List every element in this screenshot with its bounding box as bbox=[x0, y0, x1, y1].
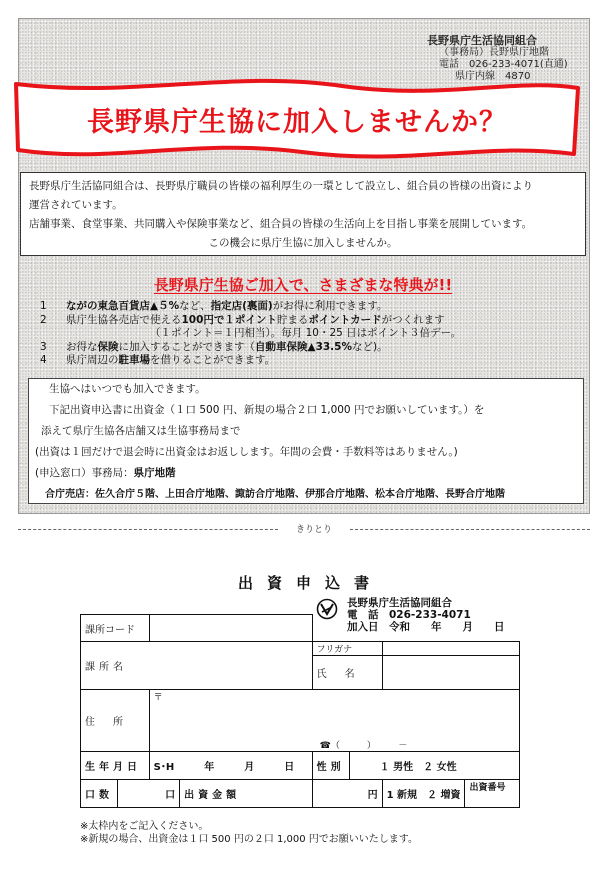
form-org-name: 長野県庁生活協同組合 bbox=[347, 597, 452, 609]
join-line-4: (出資は１回だけで退会時に出資金はお返しします。年間の会費・手数料等はありません。) bbox=[35, 446, 458, 458]
benefit-text: 指定店(裏面) bbox=[210, 300, 273, 312]
headline-banner bbox=[12, 76, 582, 162]
benefit-text: ながの東急百貨店▲５% bbox=[66, 300, 180, 312]
name-label: 氏 名 bbox=[312, 656, 382, 690]
benefit-text: を借りることができます。 bbox=[150, 354, 276, 367]
benefits-title: 長野県庁生協ご加入で、さまざまな特典が!! bbox=[153, 276, 453, 294]
org-phone: 電話 026-233-4071(直通) bbox=[439, 59, 568, 70]
benefit-text: 保険 bbox=[97, 340, 119, 353]
spacer bbox=[312, 615, 519, 642]
benefit-text: など、 bbox=[179, 300, 211, 312]
application-form bbox=[80, 614, 520, 808]
dept-name-label: 課所名 bbox=[85, 662, 127, 673]
sex-options[interactable]: １ 男性 ２ 女性 bbox=[349, 752, 519, 780]
intro-box bbox=[20, 172, 586, 256]
dept-name-row bbox=[81, 642, 313, 690]
postal-mark: 〒 bbox=[149, 690, 519, 704]
benefit-text: に加入することができます（ bbox=[118, 340, 255, 353]
benefit-item bbox=[40, 314, 580, 328]
benefit-text: がつくれます bbox=[381, 313, 445, 326]
amount-input[interactable]: 円 bbox=[312, 780, 382, 808]
birth-label: 生年月日 bbox=[81, 752, 150, 780]
cut-label: きりとり bbox=[284, 522, 344, 535]
join-line-3: 添えて県庁生協各店舗又は生協事務局まで bbox=[41, 425, 241, 437]
org-office: （事務局）長野県庁地階 bbox=[439, 47, 549, 58]
join-line-5 bbox=[35, 463, 577, 484]
sex-label: 性別 bbox=[312, 752, 349, 780]
join-line-2: 下記出資申込書に出資金（１口 500 円、新規の場合２口 1,000 円でお願いしています。）を bbox=[49, 404, 485, 416]
form-title: 出資申込書 bbox=[237, 574, 383, 592]
benefit-text: 100円で１ポイント bbox=[181, 313, 277, 326]
intro-line-3: 店舗事業、食堂事業、共同購入や保険事業など、組合員の皆様の生活向上を目指し事業を展開しています。 bbox=[29, 218, 533, 230]
store-list: 合庁売店：佐久合庁５階、上田合庁地階、諏訪合庁地階、伊那合庁地階、松本合庁地階、長野合庁地階 bbox=[45, 489, 505, 500]
benefit-text: 自動車保険▲33.5% bbox=[255, 340, 353, 353]
furigana-label: フリガナ bbox=[312, 642, 382, 656]
benefit-text: がお得に利用できます。 bbox=[272, 300, 388, 312]
benefit-number: 4 bbox=[40, 354, 47, 367]
cut-line bbox=[18, 522, 590, 536]
headline-title: 長野県庁生協に加入しませんか？ bbox=[87, 107, 507, 138]
intro-line-2: 運営されています。 bbox=[29, 199, 123, 211]
intro-line-1: 長野県庁生活協同組合は、長野県庁職員の皆様の福利厚生の一環として設立し、組合員の皆様の出資により bbox=[29, 180, 533, 192]
join-date: 加入日 令和 年 月 日 bbox=[347, 621, 505, 633]
phone-input-area[interactable]: ☎（ ） － bbox=[149, 704, 519, 752]
org-extension: 県庁内線 4870 bbox=[455, 71, 531, 82]
amount-label: 出資金額 bbox=[180, 780, 313, 808]
cut-dash-right bbox=[350, 529, 590, 530]
benefit-number: 2 bbox=[40, 313, 47, 326]
furigana-input[interactable] bbox=[382, 642, 519, 656]
benefit-item bbox=[40, 354, 580, 368]
units-label: 口数 bbox=[81, 780, 118, 808]
address-label: 住 所 bbox=[81, 690, 150, 752]
benefit-text: ポイントカード bbox=[308, 313, 382, 326]
benefit-text: 貯まる bbox=[276, 313, 309, 326]
desk-location: 県庁地階 bbox=[133, 467, 176, 479]
name-input[interactable] bbox=[382, 656, 519, 690]
note-line-1: ※太枠内をご記入ください。 bbox=[80, 821, 209, 832]
benefit-text: 駐車場 bbox=[118, 354, 150, 367]
type-options[interactable]: 1 新規 ２ 増資 bbox=[382, 780, 465, 808]
benefit-item bbox=[40, 341, 580, 355]
birth-input[interactable]: S･H 年 月 日 bbox=[149, 752, 312, 780]
benefit-item bbox=[40, 300, 580, 314]
org-name: 長野県庁生活協同組合 bbox=[427, 34, 537, 47]
dept-code-label: 課所コード bbox=[81, 615, 150, 642]
units-input[interactable]: 口 bbox=[118, 780, 180, 808]
dept-code-input[interactable] bbox=[149, 615, 312, 642]
benefit-text: 県庁生協各売店で使える bbox=[66, 313, 182, 326]
form-notes bbox=[80, 820, 418, 846]
benefits-list bbox=[40, 300, 580, 368]
benefit-text: お得な bbox=[66, 340, 98, 353]
form-org-phone: 電 話 026-233-4071 bbox=[347, 609, 471, 621]
note-line-2: ※新規の場合、出資金は１口 500 円の２口 1,000 円でお願いいたします。 bbox=[80, 834, 419, 845]
benefit-number: 1 bbox=[40, 300, 47, 312]
join-line-1: 生協へはいつでも加入できます。 bbox=[49, 383, 206, 395]
benefit-subline: （１ポイント＝１円相当）。毎月 10・25 日はポイント３倍デー。 bbox=[150, 327, 462, 340]
desk-label: (申込窓口）事務局： bbox=[35, 467, 134, 479]
cut-dash-left bbox=[18, 529, 278, 530]
number-label: 出資番号 bbox=[465, 780, 520, 808]
benefit-number: 3 bbox=[40, 340, 47, 353]
intro-line-4: この機会に県庁生協に加入しませんか。 bbox=[208, 237, 398, 249]
benefit-text: 県庁周辺の bbox=[66, 354, 119, 367]
benefit-text: など)。 bbox=[352, 340, 388, 353]
join-info-box bbox=[28, 378, 584, 504]
